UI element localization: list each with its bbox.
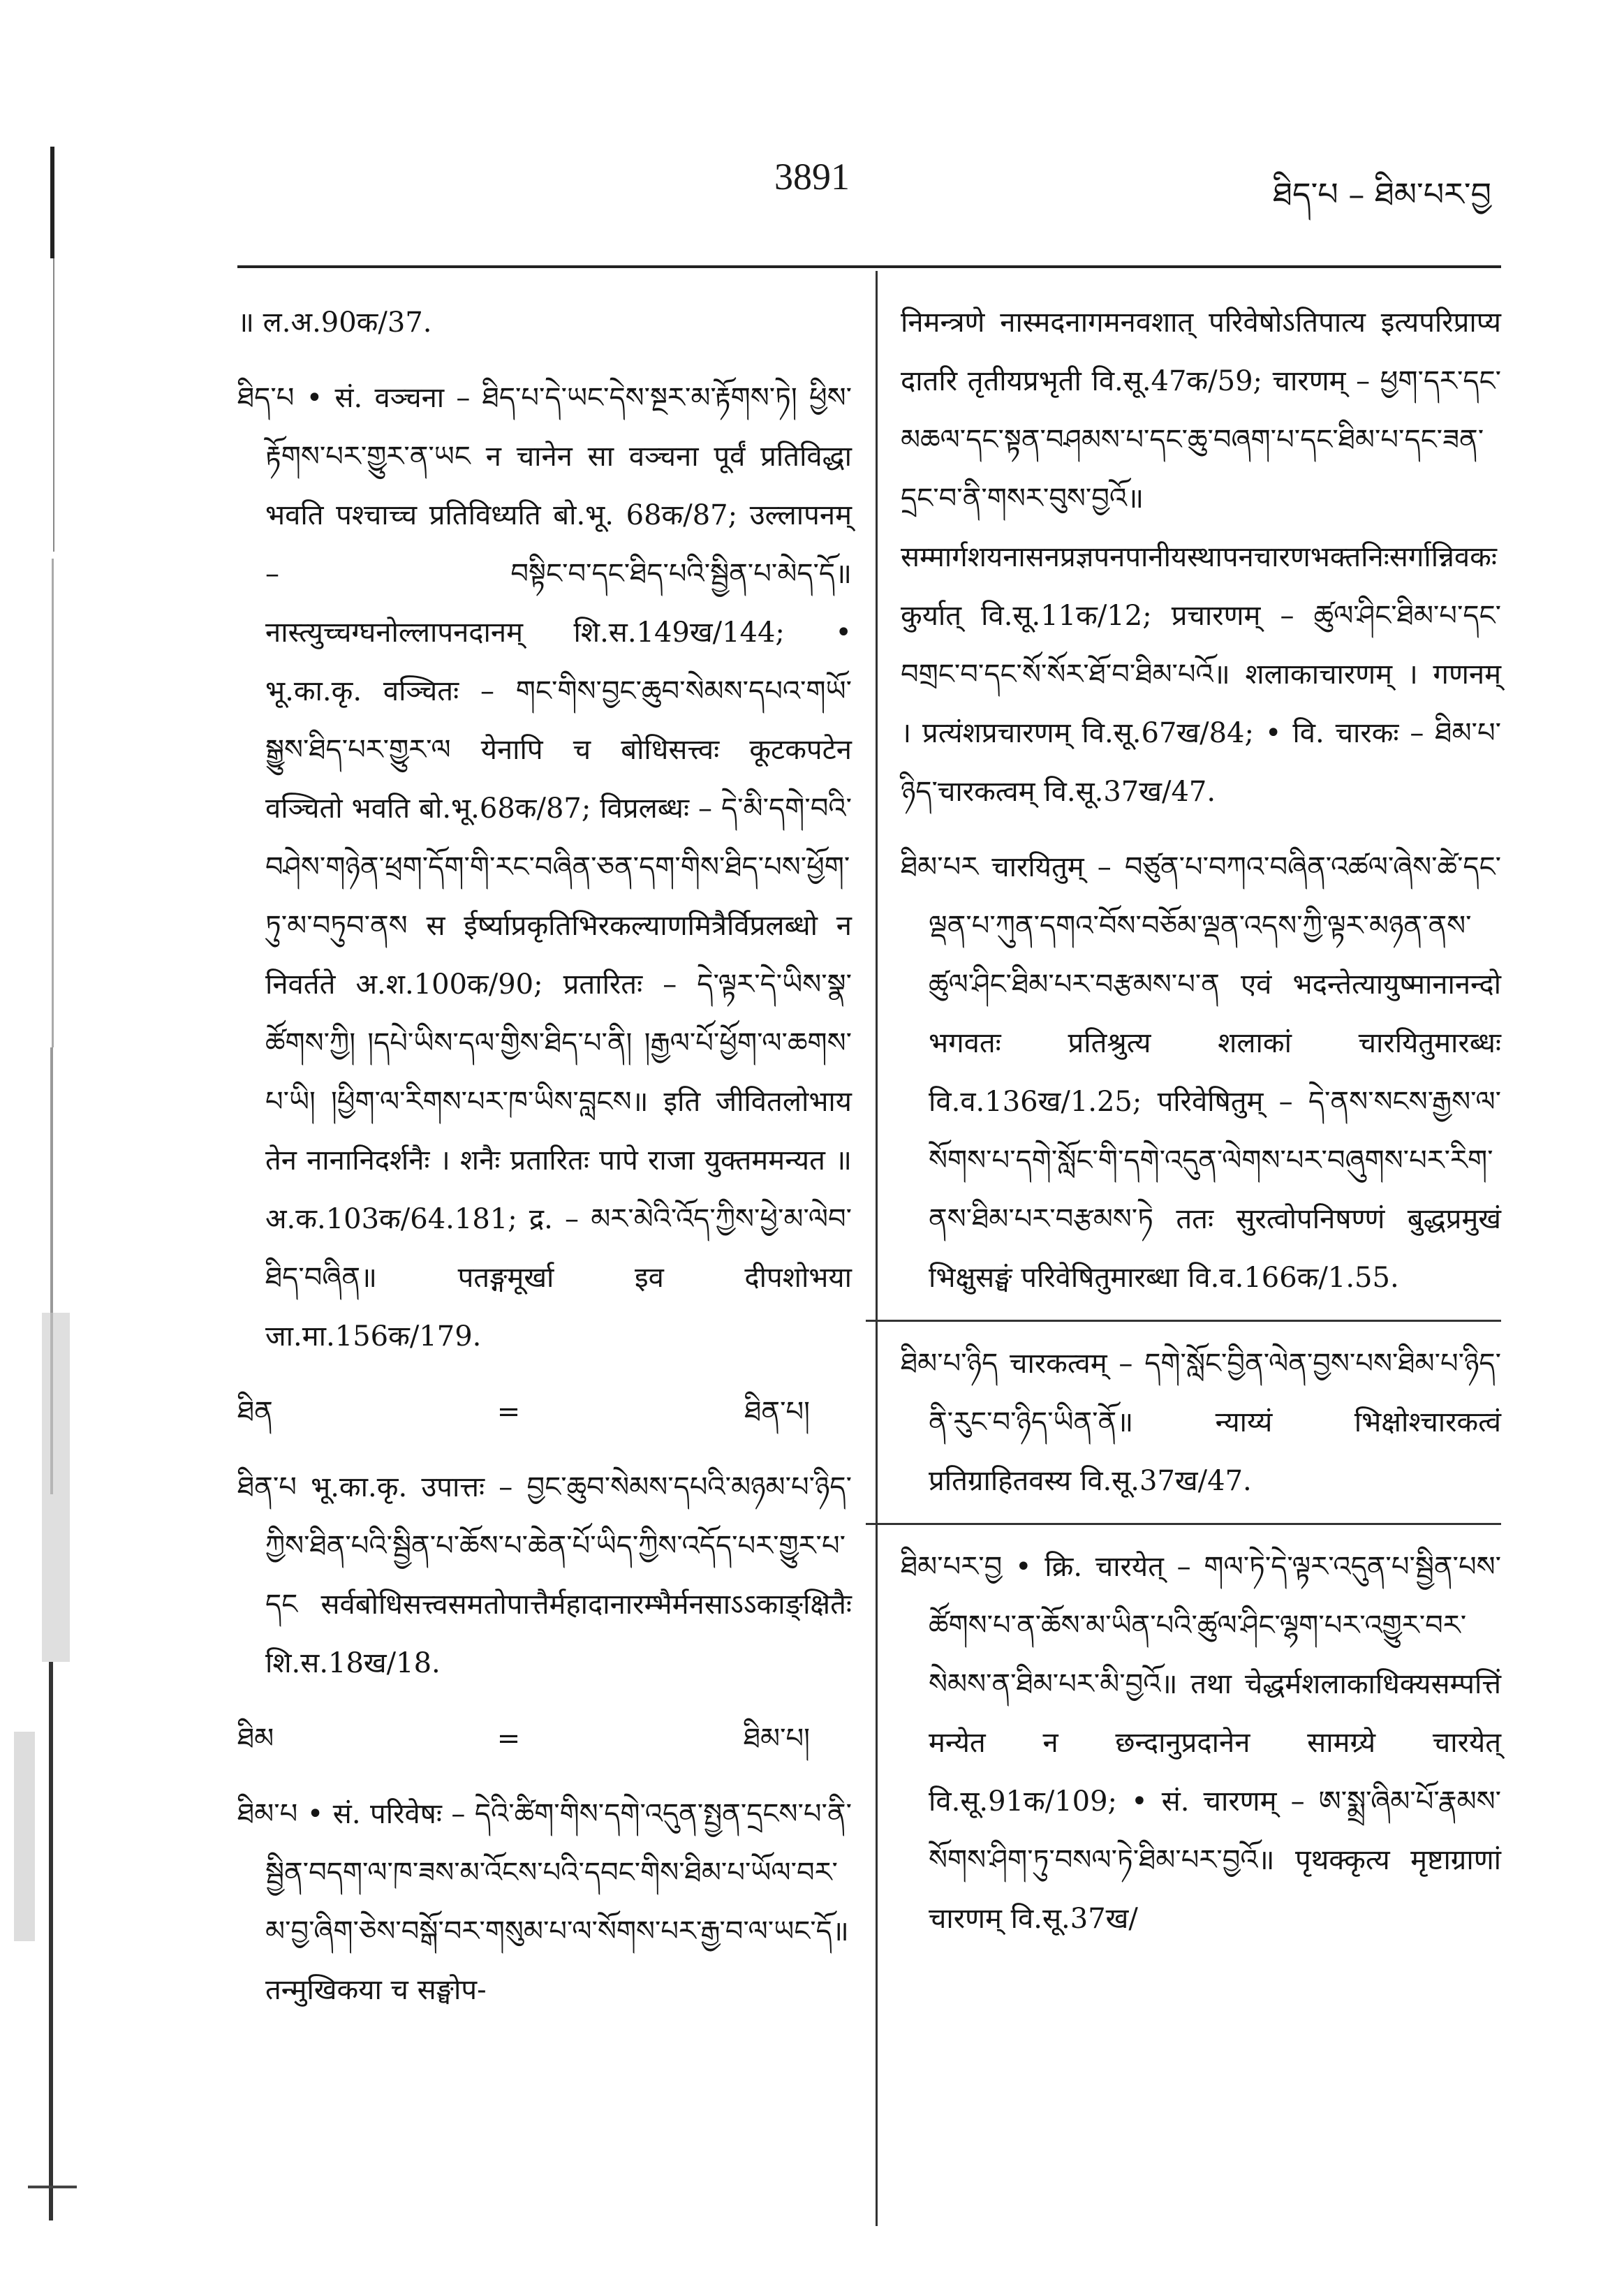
left-column bbox=[237, 293, 852, 2019]
binding-shadow-graphic bbox=[0, 126, 91, 2288]
xref-target: ཐིན་པ། bbox=[744, 1396, 810, 1428]
continued-entry-end: ॥ ल.अ.90क/37. bbox=[237, 307, 432, 339]
xref-headword: ཐིམ bbox=[237, 1723, 274, 1755]
binding-edge bbox=[0, 126, 91, 2288]
right-column bbox=[901, 293, 1501, 1948]
dictionary-entry: ཐིད་པ • सं. वञ्चना – ཐིད་པ་དེ་ཡང་དེས་སྔར་མ་རྟོགས་ཏེ། ཕྱིས་རྟོགས་པར་གྱུར་ན་ཡང न चानेन सा वञ्चना पूर्वं प्रतिविद्धा भवति पश्चाच्च प्रतिविध्यति बो.भू. 68क/87; उल्लापनम् – བསྟིང་བ་དང་ཐིད་པའི་སྦྱིན་པ་མེད་དོ॥ नास्त्युच्चग्घनोल्लापनदानम् शि.स.149ख/144; • भू.का.कृ. वञ्चितः – གང་གིས་བྱང་ཆུབ་སེམས་དཔའ་གཡོ་སྒྱུས་ཐིད་པར་གྱུར་ལ येनापि च बोधिसत्त्वः कूटकपटेन वञ्चितो भवति बो.भू.68क/87; विप्रलब्धः – དེ་མི་དགེ་བའི་བཤེས་གཉེན་ཕྲག་དོག་གི་རང་བཞིན་ཅན་དག་གིས་ཐིད་པས་ཕྱོག་ཏུ་མ་བཏུབ་ནས स ईर्ष्याप्रकृतिभिरकल्याणमित्रैर्विप्रलब्धो न निवर्तते अ.श.100क/90; प्रतारितः – དེ་ལྟར་དེ་ཡིས་སྣ་ཚོགས་ཀྱི། །དཔེ་ཡིས་དལ་གྱིས་ཐིད་པ་ནི། །རྒྱལ་པོ་ཕྱོག་ལ་ཆགས་པ་ཡི། །ཕྱིག་ལ་རིགས་པར་ཁ་ཡིས་བླངས॥ इति जीवितलोभाय तेन नानानिदर्शनैः । शनैः प्रतारितः पापे राजा युक्तममन्यत ॥ अ.क.103क/64.181; द्र. – མར་མེའི་འོད་ཀྱིས་ཕྱེ་མ་ལེབ་ཐིད་བཞིན॥ पतङ्गमूर्खा इव दीपशोभया जा.मा.156क/179. bbox=[237, 382, 852, 1353]
dictionary-entry: ཐིམ་པར चारयितुम् – བཙུན་པ་བཀའ་བཞིན་འཚལ་ཞེས་ཚེ་དང་ལྡན་པ་ཀུན་དགའ་བོས་བཅོམ་ལྡན་འདས་ཀྱི་ལྟར་མཉན་ནས་ཚུལ་ཤིང་ཐིམ་པར་བརྩམས་པ་ན एवं भदन्तेत्यायुष्मानानन्दो भगवतः प्रतिश्रुत्य शलाकां चारयितुमारब्धः वि.व.136ख/1.25; परिवेषितुम् – དེ་ནས་སངས་རྒྱས་ལ་སོགས་པ་དགེ་སློང་གི་དགེ་འདུན་ལེགས་པར་བཞུགས་པར་རིག་ནས་ཐིམ་པར་བརྩམས་ཏེ ततः सुरत्वोपनिषण्णं बुद्धप्रमुखं भिक्षुसङ्घं परिवेषितुमारब्धा वि.व.166क/1.55. bbox=[901, 851, 1501, 1294]
entry-divider bbox=[866, 1523, 1501, 1525]
dictionary-entry: ཐིམ་པ་ཉིད चारकत्वम् – དགེ་སློང་བྱིན་ལེན་བྱས་པས་ཐིམ་པ་ཉིད་ནི་རུང་བ་ཉིད་ཡིན་ནོ॥ न्याय्यं भिक्षोश्चारकत्वं प्रतिग्राहितवस्य वि.सू.37ख/47. bbox=[901, 1348, 1501, 1497]
xref-equals: = bbox=[496, 1723, 521, 1755]
column-divider bbox=[876, 271, 878, 2226]
running-head: ཐིད་པ – ཐིམ་པར་བྱ bbox=[1273, 175, 1491, 213]
dictionary-entry: ཐིན་པ भू.का.कृ. उपात्तः – བྱང་ཆུབ་སེམས་དཔའི་མཉམ་པ་ཉིད་ཀྱིས་ཐིན་པའི་སྦྱིན་པ་ཆོས་པ་ཆེན་པོ་ཡིད་ཀྱིས་འདོད་པར་གྱུར་པ་དང सर्वबोधिसत्त्वसमतोपात्तैर्महादानारम्भैर्मनसाऽऽकाङ्क्षितैः शि.स.18ख/18. bbox=[237, 1471, 852, 1679]
cross-reference bbox=[237, 1383, 852, 1441]
header-rule bbox=[237, 265, 1501, 268]
entry-divider bbox=[866, 1320, 1501, 1322]
dictionary-entry: ཐིམ་པར་བྱ • क्रि. चारयेत् – གལ་ཏེ་དེ་ལྟར་འདུན་པ་སྦྱིན་པས་ཚོགས་པ་ན་ཆོས་མ་ཡིན་པའི་ཚུལ་ཤིང་ལྷག་པར་འགྱུར་བར་སེམས་ན་ཐིམ་པར་མི་བྱའོ॥ तथा चेद्धर्मशलाकाधिक्यसम्पत्तिं मन्येत न छन्दानुप्रदानेन सामग्र्ये चारयेत् वि.सू.91क/109; • सं. चारणम् – ཨ་སྨྲ་ཞིམ་པོ་རྣམས་སོགས་ཤིག་ཏུ་བསལ་ཏེ་ཐིམ་པར་བྱའོ॥ पृथक्कृत्य मृष्टाग्राणां चारणम् वि.सू.37ख/ bbox=[901, 1551, 1501, 1935]
page-number: 3891 bbox=[774, 156, 850, 198]
xref-headword: ཐིན bbox=[237, 1396, 273, 1428]
xref-target: ཐིམ་པ། bbox=[743, 1723, 810, 1755]
dictionary-entry: ཐིམ་པ • सं. परिवेषः – དེའི་ཚིག་གིས་དགེ་འདུན་སྤྱན་དྲངས་པ་ནི་སྦྱིན་བདག་ལ་ཁ་ཟས་མ་འོངས་པའི་དབང་གིས་ཐིམ་པ་ཡོལ་བར་མ་བྱ་ཞིག་ཅེས་བསྒོ་བར་གསུམ་པ་ལ་སོགས་པར་རྒྱ་བ་ལ་ཡང་དོ॥ तन्मुखिकया च सङ्घोप- bbox=[237, 1798, 852, 2006]
xref-equals: = bbox=[496, 1396, 521, 1428]
cross-reference bbox=[237, 1709, 852, 1768]
continued-entry-text: निमन्त्रणे नास्मदनागमनवशात् परिवेषोऽतिपात्य इत्यपरिप्राप्य दातरि तृतीयप्रभृती वि.सू.47क/59; चारणम् – ཕྱག་དར་དང་མཆལ་དང་སྟན་བཤམས་པ་དང་ཆུ་བཞག་པ་དང་ཐིམ་པ་དང་ཟན་དྲང་བ་ནི་གསར་བུས་བྱའོ॥ सम्मार्गशयनासनप्रज्ञपनपानीयस्थापनचारणभक्तनिःसर्गान्निवकः कुर्यात् वि.सू.11क/12; प्रचारणम् – ཚུལ་ཤིང་ཐིམ་པ་དང་བགྲང་བ་དང་སོ་སོར་ཐོ་བ་ཐིམ་པའོ॥ शलाकाचारणम् । गणनम् । प्रत्यंशप्रचारणम् वि.सू.67ख/84; • वि. चारकः – ཐིམ་པ་ཉིད་चारकत्वम् वि.सू.37ख/47. bbox=[901, 307, 1501, 808]
